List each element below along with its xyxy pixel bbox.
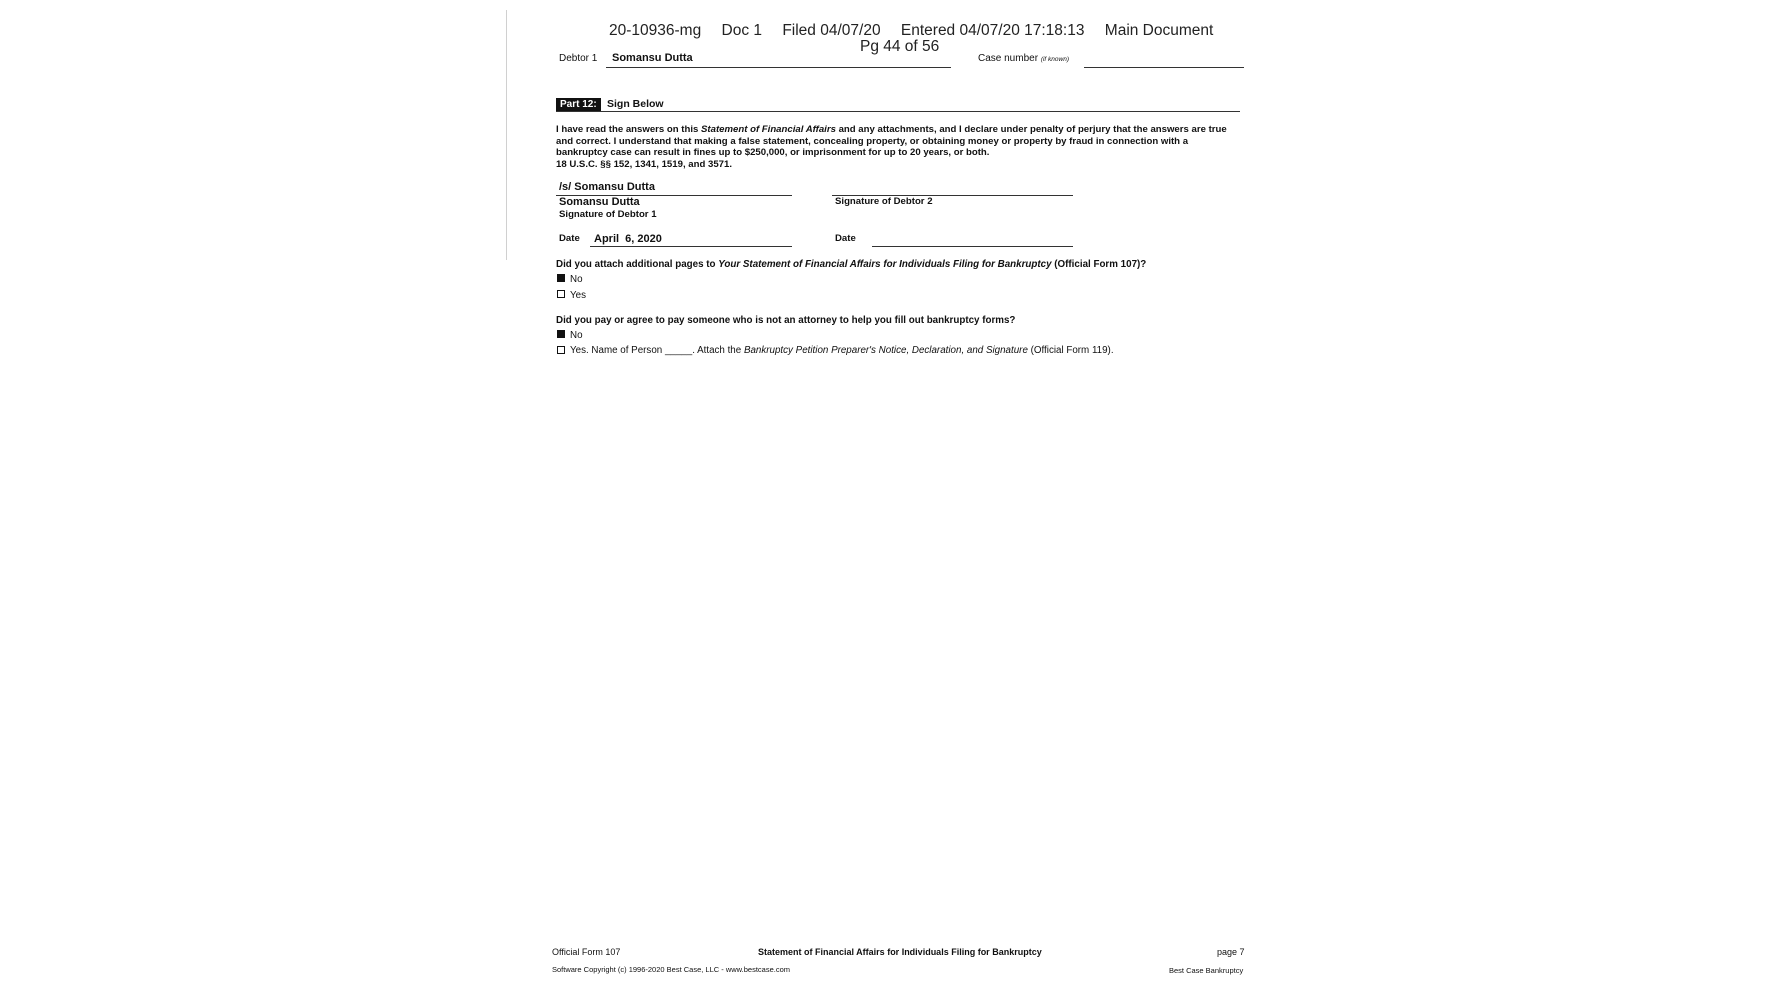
q2-no-checkbox[interactable]	[557, 330, 565, 338]
page-count: Pg 44 of 56	[860, 38, 940, 55]
debtor2-date-label: Date	[835, 233, 856, 244]
doc-number: Doc 1	[721, 22, 763, 39]
footer-software-name: Best Case Bankruptcy	[1169, 966, 1244, 975]
part-title: Sign Below	[607, 98, 664, 110]
debtor-name-line	[606, 67, 951, 68]
q1-yes-checkbox[interactable]	[557, 290, 565, 298]
footer-page-number: page 7	[1217, 947, 1245, 957]
statute-citation: 18 U.S.C. §§ 152, 1341, 1519, and 3571.	[556, 158, 733, 170]
debtor1-date-line	[590, 246, 792, 247]
part-divider	[556, 111, 1240, 112]
declaration-text: I have read the answers on this Statement of Financial Affairs and any attachments, and I declare under penalty of perjury that the answers are true and correct. I understand that making a false statement, concealing property, or obtaining money or property by fraud in connection with a bankruptcy case can result in fines up to $250,000, or imprisonment for up to 20 years, or both. 18 U.S.C. §§ 152, 1341, 1519, and 3571.	[556, 124, 1227, 170]
footer-form-title: Statement of Financial Affairs for Individuals Filing for Bankruptcy	[758, 947, 1042, 957]
preparer-name-blank: _____	[664, 345, 693, 356]
debtor-label: Debtor 1	[559, 53, 598, 64]
footer-copyright: Software Copyright (c) 1996-2020 Best Case, LLC - www.bestcase.com	[552, 965, 791, 974]
q1-no-label: No	[570, 274, 583, 285]
debtor-name: Somansu Dutta	[612, 52, 693, 64]
question-additional-pages: Did you attach additional pages to Your Statement of Financial Affairs for Individuals Filing for Bankruptcy (Official Form 107)?	[556, 259, 1147, 270]
footer-form-number: Official Form 107	[552, 947, 621, 957]
debtor1-date-label: Date	[559, 233, 580, 244]
debtor1-signature: /s/ Somansu Dutta	[559, 181, 655, 193]
q2-yes-label: Yes. Name of Person _____. Attach the Bankruptcy Petition Preparer's Notice, Declaration, and Signature (Official Form 119).	[570, 345, 1114, 356]
q2-yes-checkbox[interactable]	[557, 346, 565, 354]
entered-date: Entered 04/07/20 17:18:13	[900, 22, 1085, 39]
debtor2-date-line	[872, 246, 1073, 247]
document-type: Main Document	[1104, 22, 1214, 39]
debtor1-printed-name: Somansu Dutta	[559, 196, 640, 208]
debtor2-signature-label: Signature of Debtor 2	[835, 196, 933, 207]
filed-date: Filed 04/07/20	[782, 22, 881, 39]
debtor1-date: April 6, 2020	[594, 233, 662, 245]
q1-no-checkbox[interactable]	[557, 274, 565, 282]
q1-yes-label: Yes	[570, 290, 586, 301]
debtor1-signature-label: Signature of Debtor 1	[559, 209, 657, 220]
case-id: 20-10936-mg	[609, 22, 702, 39]
case-number-line	[1084, 67, 1244, 68]
part-tag: Part 12:	[556, 98, 601, 111]
q2-no-label: No	[570, 330, 583, 341]
case-number-label: Case number (if known)	[978, 53, 1069, 64]
scan-edge-line	[506, 10, 507, 260]
question-non-attorney-help: Did you pay or agree to pay someone who is not an attorney to help you fill out bankruptcy forms?	[556, 315, 1016, 326]
